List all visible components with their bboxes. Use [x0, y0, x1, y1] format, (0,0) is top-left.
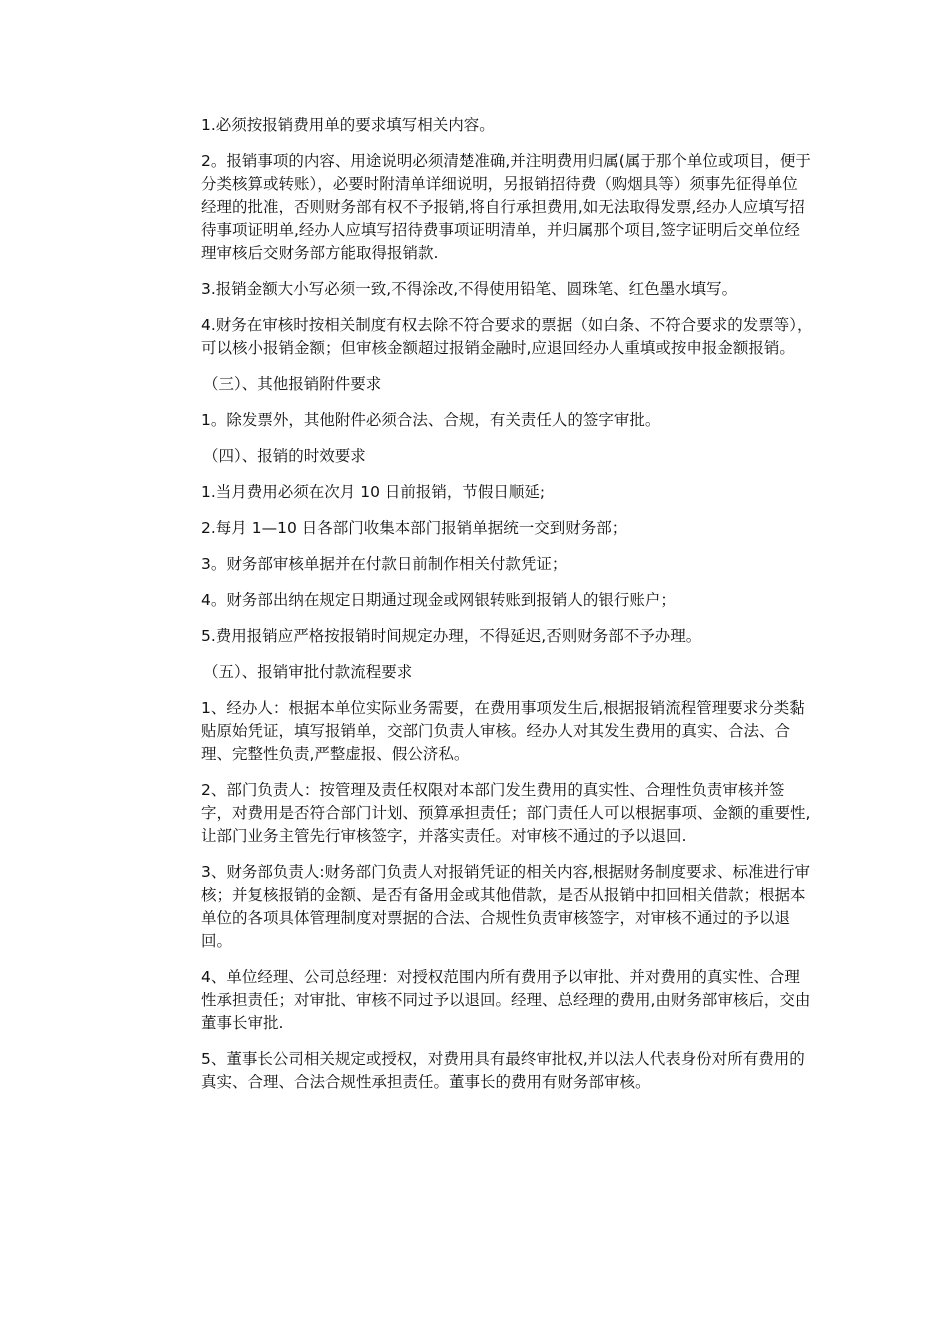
section-heading-timeliness: （四）、报销的时效要求: [203, 447, 366, 465]
paragraph-finance-head: 3、财务部负责人:财务部门负责人对报销凭证的相关内容,根据财务制度要求、标准进行审核；并复核报销的金额、是否有备用金或其他借款，是否从报销中扣回相关借款；根据本单位的各项具体管理制度对票据的合法、合规性负责审核签字，对审核不通过的予以退回。: [201, 863, 811, 950]
paragraph-voucher: 3。财务部审核单据并在付款日前制作相关付款凭证；: [201, 555, 568, 573]
paragraph-handler: 1、经办人：根据本单位实际业务需要，在费用事项发生后,根据报销流程管理要求分类黏贴原始凭证，填写报销单，交部门负责人审核。经办人对其发生费用的真实、合法、合理、完整性负责,严整虚报、假公济私。: [201, 699, 805, 763]
document-page: [201, 114, 813, 1107]
paragraph-attachments: 1。除发票外，其他附件必须合法、合规，有关责任人的签字审批。: [201, 411, 661, 429]
paragraph-payment: 4。财务部出纳在规定日期通过现金或网银转账到报销人的银行账户；: [201, 591, 676, 609]
paragraph-finance-review: 4.财务在审核时按相关制度有权去除不符合要求的票据（如白条、不符合要求的发票等），可以核小报销金额；但审核金额超过报销金融时,应退回经办人重填或按申报金额报销。: [201, 316, 813, 357]
paragraph-fill-form: 1.必须按报销费用单的要求填写相关内容。: [201, 116, 495, 134]
paragraph-general-manager: 4、单位经理、公司总经理：对授权范围内所有费用予以审批、并对费用的真实性、合理性承担责任；对审批、审核不同过予以退回。经理、总经理的费用,由财务部审核后，交由董事长审批.: [201, 968, 811, 1032]
paragraph-collection: 2.每月 1—10 日各部门收集本部门报销单据统一交到财务部；: [201, 519, 628, 537]
paragraph-chairman: 5、董事长公司相关规定或授权，对费用具有最终审批权,并以法人代表身份对所有费用的真实、合理、合法合规性承担责任。董事长的费用有财务部审核。: [201, 1050, 805, 1091]
section-heading-approval-flow: （五）、报销审批付款流程要求: [203, 663, 413, 681]
paragraph-monthly-deadline: 1.当月费用必须在次月 10 日前报销，节假日顺延;: [201, 483, 546, 501]
paragraph-expense-description: 2。报销事项的内容、用途说明必须清楚准确,并注明费用归属(属于那个单位或项目，便于分类核算或转账），必要时附清单详细说明，另报销招待费（购烟具等）须事先征得单位经理的批准，否则财务部有权不予报销,将自行承担费用,如无法取得发票,经办人应填写招待事项证明单,经办人应填写招待费事项证明清单，并归属那个项目,签字证明后交单位经理审核后交财务部方能取得报销款.: [201, 152, 811, 262]
paragraph-amount-consistency: 3.报销金额大小写必须一致,不得涂改,不得使用铅笔、圆珠笔、红色墨水填写。: [201, 280, 738, 298]
paragraph-department-head: 2、部门负责人：按管理及责任权限对本部门发生费用的真实性、合理性负责审核并签字，对费用是否符合部门计划、预算承担责任；部门责任人可以根据事项、金额的重要性,让部门业务主管先行审核签字，并落实责任。对审核不通过的予以退回.: [201, 781, 811, 845]
section-heading-attachments: （三）、其他报销附件要求: [203, 375, 382, 393]
paragraph-no-delay: 5.费用报销应严格按报销时间规定办理，不得延迟,否则财务部不予办理。: [201, 627, 702, 645]
